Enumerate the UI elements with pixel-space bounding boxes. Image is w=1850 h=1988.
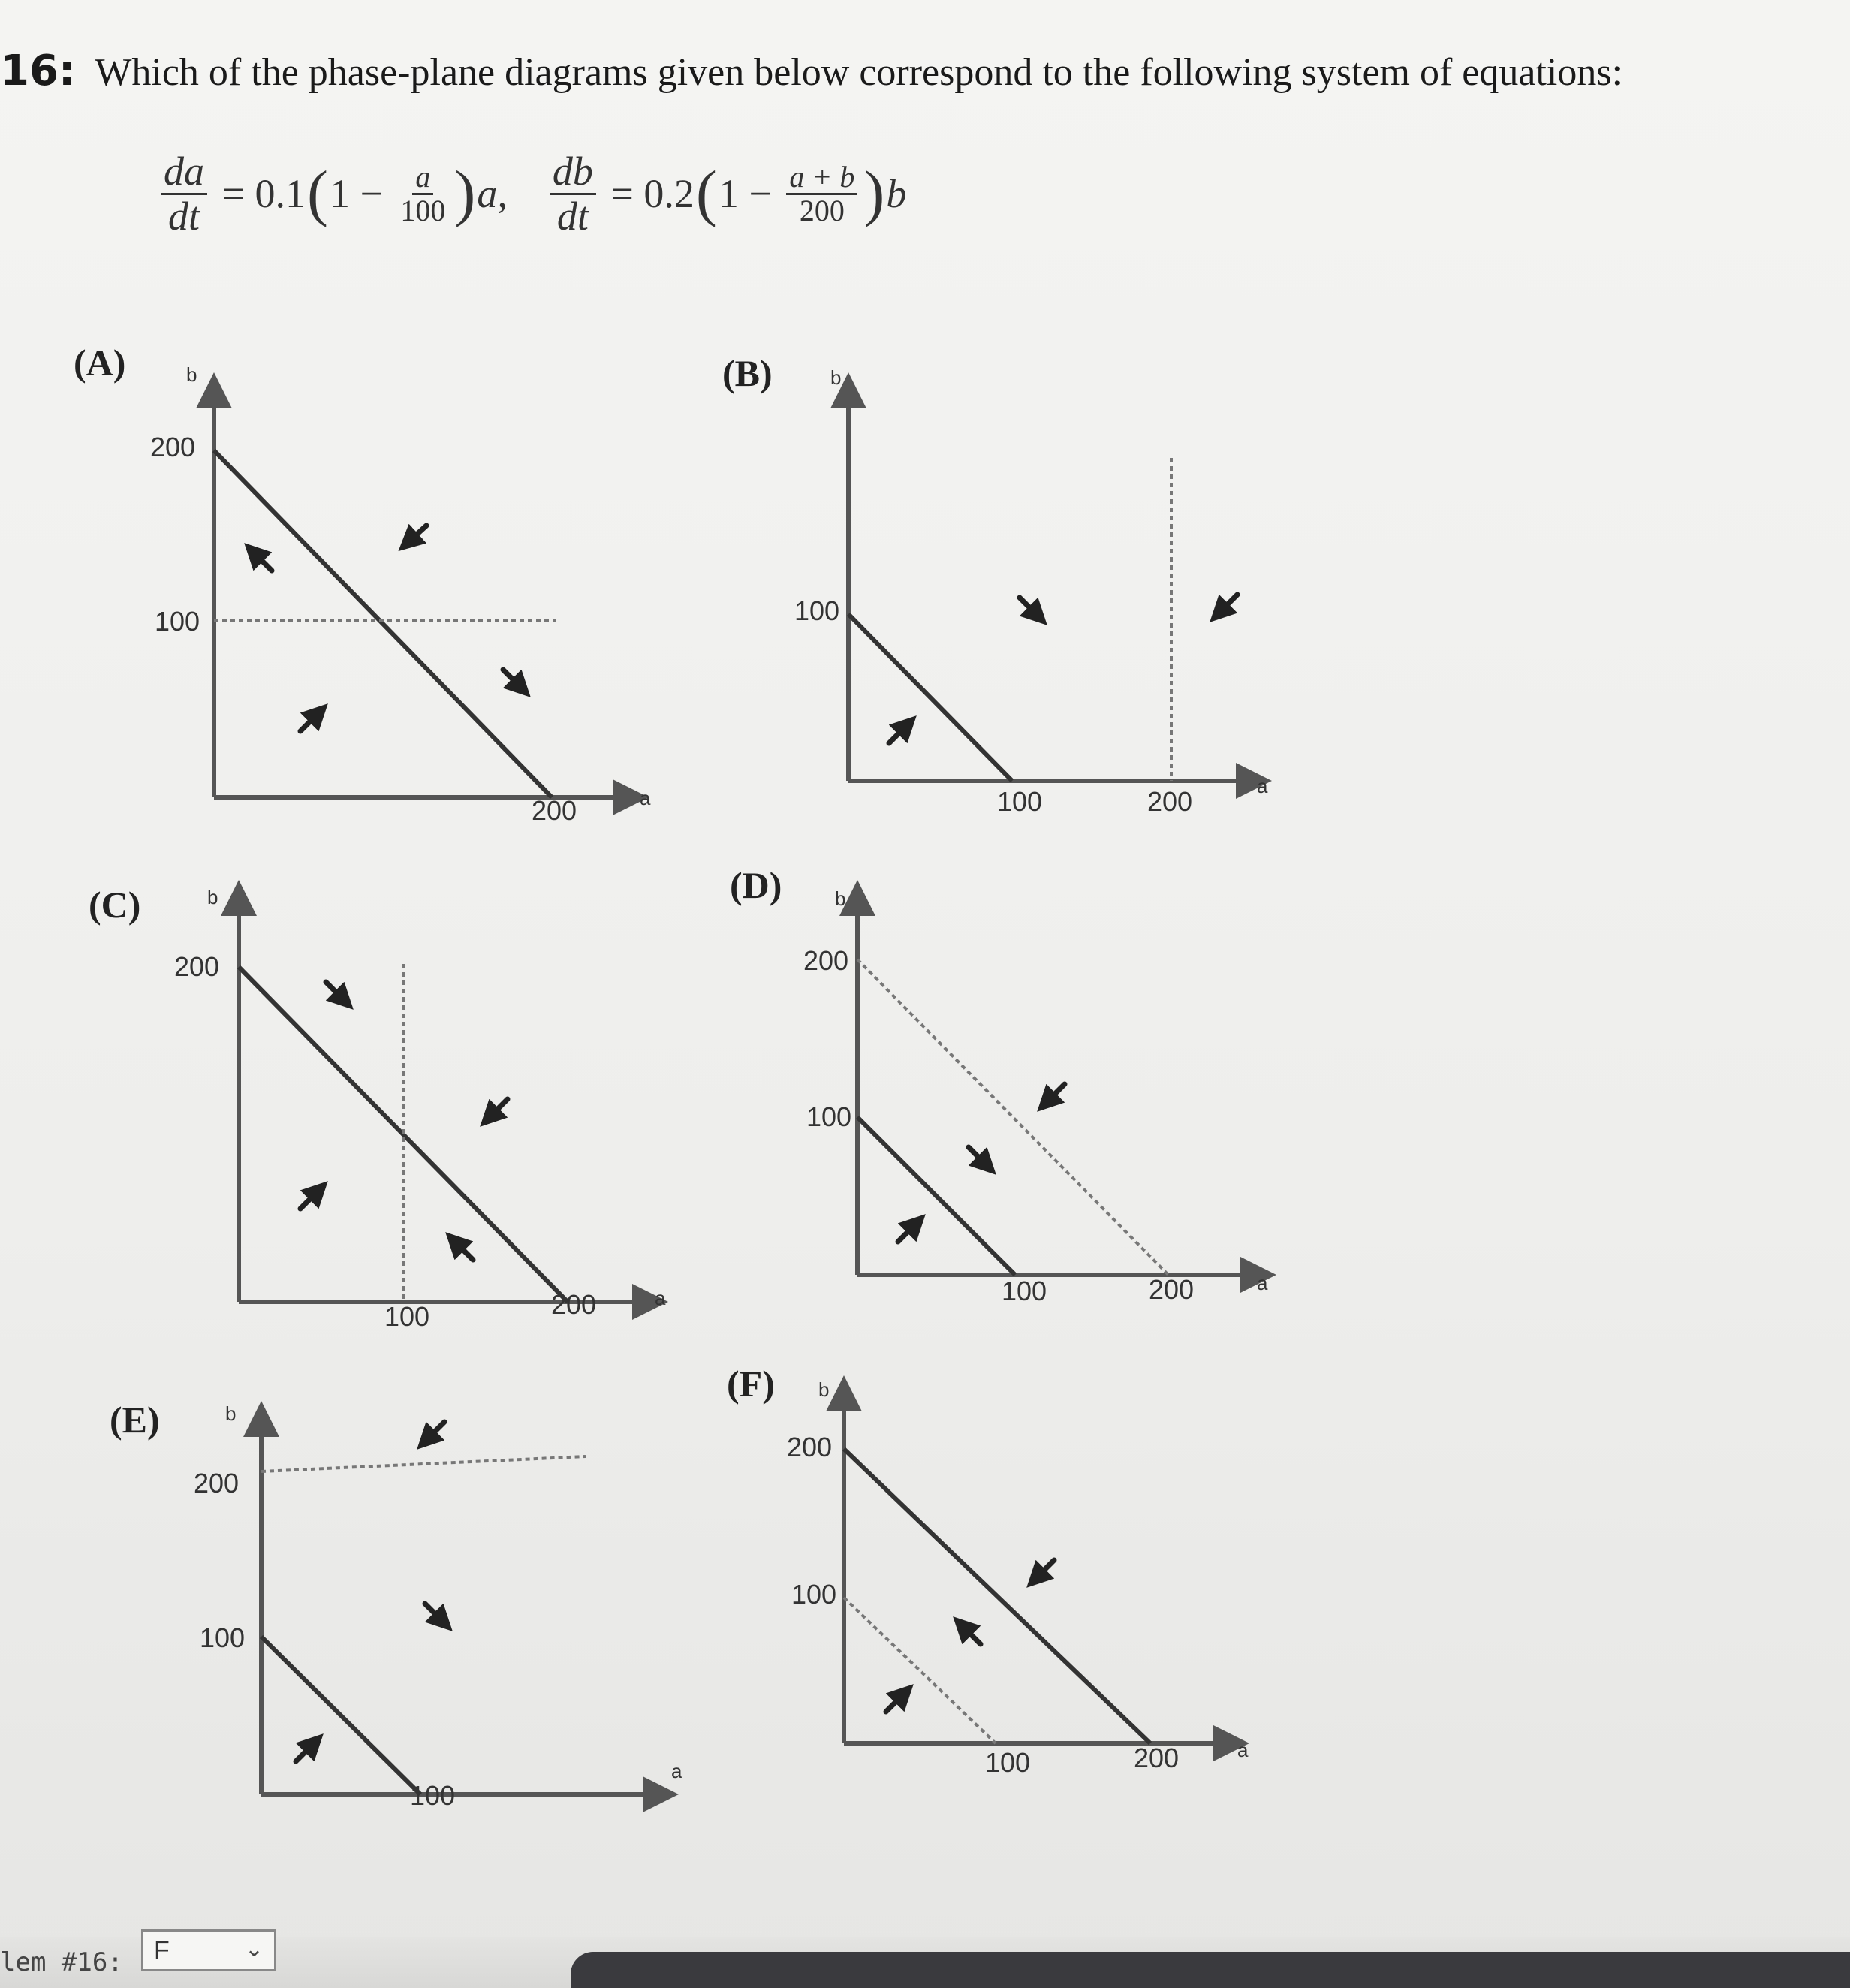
diagram-b-direction-arrow [889,727,905,743]
diagram-a-x-tick: 200 [532,795,577,826]
diagram-e-direction-arrow [296,1745,312,1761]
diagram-a-x-axis-label: a [640,787,651,809]
diagram-a-label: (A) [74,342,126,384]
answer-select[interactable] [141,1929,276,1971]
diagram-d-x-axis-label: a [1257,1272,1268,1294]
diagram-a-y-tick: 200 [150,432,196,462]
diagram-e-x-axis-label: a [671,1760,682,1782]
eq1-lhs: $\frac{da}{dt}$ [161,150,207,237]
diagram-b-nullcline-solid [848,614,1012,781]
diagram-f-y-axis-label: b [818,1378,830,1401]
diagram-f-y-tick: 100 [791,1579,837,1610]
diagram-c [89,884,666,1332]
diagram-d-nullcline-dashed [857,959,1168,1275]
eq2-frac: $\frac{a + b}{200}$ [786,161,857,227]
diagram-d [730,864,1268,1306]
eq2-lhs: $\frac{db}{dt}$ [550,150,596,237]
diagram-a [74,342,651,826]
diagram-d-direction-arrow [898,1225,914,1242]
question-number: 16: [0,47,76,95]
diagram-f [727,1363,1249,1778]
diagram-c-label: (C) [89,884,141,926]
diagram-e-direction-arrow [428,1422,444,1438]
answer-label: lem #16: [0,1947,123,1977]
chevron-down-icon[interactable]: ⌄ [244,1937,264,1962]
diagram-b [722,352,1268,817]
diagram-a-nullcline-solid [214,450,552,797]
diagram-d-x-tick: 100 [1002,1276,1047,1306]
diagram-c-y-tick: 200 [174,951,220,982]
diagram-f-direction-arrow [964,1628,981,1644]
diagram-d-direction-arrow [1048,1084,1065,1101]
diagram-f-label: (F) [727,1363,775,1405]
diagram-e-x-tick: 100 [410,1780,456,1811]
diagram-f-nullcline-dashed [844,1598,996,1743]
diagram-d-x-tick: 200 [1149,1274,1195,1305]
diagram-b-direction-arrow [1020,598,1036,614]
eq2-one: 1 [718,171,739,216]
diagram-d-label: (D) [730,864,782,906]
answer-value: F [154,1936,170,1965]
diagram-e-nullcline-solid [261,1637,420,1794]
diagram-f-direction-arrow [886,1695,902,1712]
diagram-f-direction-arrow [1038,1560,1054,1577]
diagram-f-nullcline-solid [844,1449,1150,1743]
diagram-a-direction-arrow [300,715,317,731]
diagram-e-direction-arrow [425,1604,441,1620]
diagram-b-direction-arrow [1221,595,1237,611]
diagram-f-x-axis-label: a [1237,1739,1249,1761]
diagram-f-y-tick: 200 [787,1432,833,1462]
diagram-b-label: (B) [722,352,773,394]
diagram-a-y-tick: 100 [155,606,200,637]
diagram-f-x-tick: 200 [1134,1743,1180,1773]
diagram-b-y-axis-label: b [830,366,842,389]
taskbar-strip [571,1952,1850,1988]
diagram-b-x-axis-label: a [1257,775,1268,797]
diagram-c-direction-arrow [326,982,342,999]
diagram-c-direction-arrow [456,1243,473,1260]
question-prompt: Which of the phase-plane diagrams given below correspond to the following system of equations: [95,51,1623,94]
eq1-frac: $\frac{a}{100}$ [400,159,446,227]
diagram-a-y-axis-label: b [186,363,197,386]
diagram-e-nullcline-dashed [261,1456,586,1471]
diagram-b-y-tick: 100 [794,595,840,626]
diagram-b-x-tick: 100 [997,786,1043,817]
diagram-c-direction-arrow [491,1099,508,1116]
diagram-a-direction-arrow [255,554,272,571]
diagram-d-nullcline-solid [857,1117,1015,1275]
diagram-c-x-tick: 200 [551,1289,597,1320]
diagram-d-y-axis-label: b [835,887,846,910]
diagram-c-y-axis-label: b [207,886,218,908]
diagram-e-y-tick: 200 [194,1468,240,1499]
eq2-trail: b [886,171,907,216]
diagram-b-x-tick: 200 [1147,786,1193,817]
equation-system: $\frac{da}{dt}$ = 0.1 ( 1 − $\frac{a}{100}$ ) a, $\frac{db}{dt}$ = 0.2 ( 1 − $\frac{a + b}{200}$ ) b [156,141,906,246]
diagram-c-x-axis-label: a [655,1287,666,1309]
diagram-d-direction-arrow [969,1147,985,1164]
diagram-d-y-tick: 100 [806,1101,852,1132]
diagram-e-y-axis-label: b [225,1402,237,1425]
diagram-c-direction-arrow [300,1192,317,1209]
eq1-coef: 0.1 [255,171,306,216]
diagram-a-direction-arrow [410,526,426,541]
eq2-coef: 0.2 [643,171,695,216]
diagram-a-direction-arrow [503,670,520,686]
diagram-e [110,1399,682,1811]
eq1-one: 1 [329,171,350,216]
eq1-trail: a, [477,171,508,216]
diagram-c-x-tick: 100 [384,1301,430,1332]
diagram-f-x-tick: 100 [985,1747,1031,1778]
diagram-e-label: (E) [110,1399,160,1441]
diagram-e-y-tick: 100 [200,1622,246,1653]
diagram-d-y-tick: 200 [803,945,849,976]
